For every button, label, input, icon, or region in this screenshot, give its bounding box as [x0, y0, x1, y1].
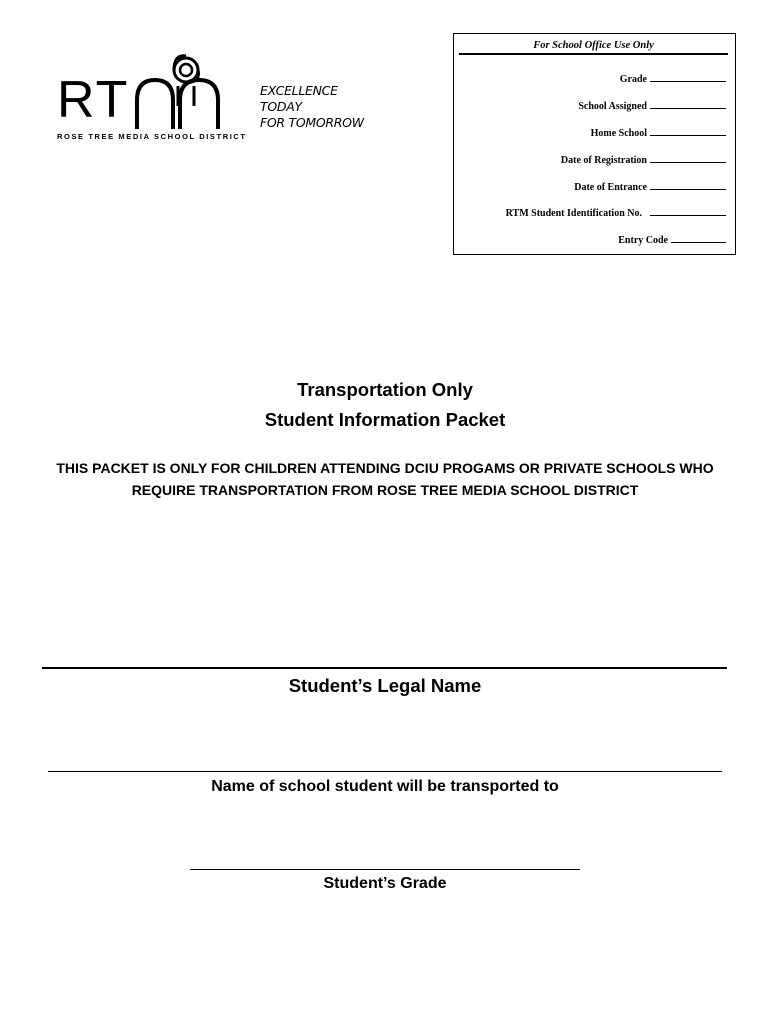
office-field-blank[interactable]: [650, 72, 726, 82]
office-field-blank[interactable]: [650, 99, 726, 109]
office-field-label: Grade: [619, 74, 647, 85]
office-field-blank[interactable]: [650, 126, 726, 136]
office-use-box: [453, 33, 736, 255]
tagline-line: TODAY: [260, 99, 302, 114]
office-field-date-registration: [561, 153, 726, 166]
logo-tagline: [260, 83, 364, 131]
office-field-blank[interactable]: [671, 233, 726, 243]
page-title: Transportation Only: [297, 379, 473, 400]
eligibility-notice: THIS PACKET IS ONLY FOR CHILDREN ATTENDING DCIU PROGAMS OR PRIVATE SCHOOLS WHO REQUIRE TRANSPORTATION FROM ROSE TREE MEDIA SCHOOL DISTRICT: [56, 460, 714, 498]
logo-district-name: ROSE TREE MEDIA SCHOOL DISTRICT: [57, 132, 247, 141]
office-field-date-entrance: [574, 180, 726, 193]
school-name-label: Name of school student will be transported to: [211, 778, 559, 795]
office-field-label: Home School: [590, 128, 647, 139]
office-field-grade: [620, 72, 726, 85]
tagline-line: FOR TOMORROW: [260, 115, 364, 130]
office-use-title: For School Office Use Only: [459, 40, 728, 55]
grade-label: Student’s Grade: [323, 875, 447, 892]
office-field-blank[interactable]: [650, 206, 726, 216]
office-field-home-school: [591, 126, 726, 139]
office-field-entry-code: [618, 233, 726, 246]
office-field-school-assigned: [578, 99, 726, 112]
district-logo: [55, 52, 364, 147]
office-field-blank[interactable]: [650, 180, 726, 190]
office-field-blank[interactable]: [650, 153, 726, 163]
office-field-label: Date of Registration: [560, 155, 647, 166]
office-field-label: RTM Student Identification No.: [505, 208, 642, 219]
logo-tree-icon: [55, 52, 255, 132]
grade-line[interactable]: [190, 869, 580, 870]
page-subtitle: Student Information Packet: [264, 409, 506, 430]
legal-name-line[interactable]: [42, 667, 727, 669]
tagline-line: EXCELLENCE: [260, 83, 338, 98]
office-field-label: School Assigned: [578, 101, 647, 112]
office-field-label: Date of Entrance: [574, 182, 647, 193]
office-field-student-id: [506, 206, 726, 219]
logo-letters: RT: [57, 71, 130, 129]
legal-name-label: Student’s Legal Name: [288, 675, 482, 696]
school-name-line[interactable]: [48, 771, 722, 772]
office-field-label: Entry Code: [618, 235, 668, 246]
